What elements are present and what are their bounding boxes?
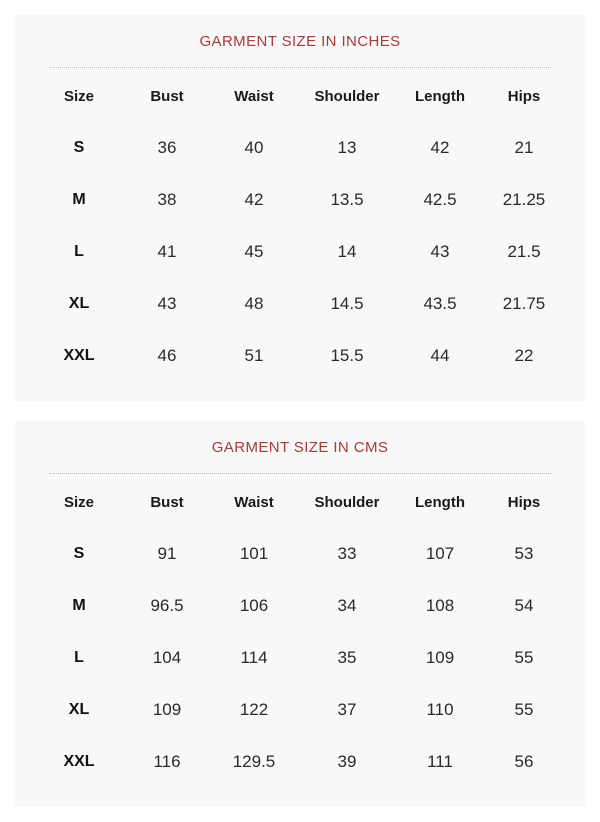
shoulder-cell: 39 [337,752,357,771]
cms-size-card [15,421,585,807]
size-cell: M [72,191,86,208]
hips-cell: 53 [514,544,534,563]
length-cell: 109 [425,648,455,667]
column-header-length: Length [415,493,465,511]
cms-card-title: GARMENT SIZE IN CMS [211,439,389,456]
size-cell: XL [68,701,90,718]
table-row [35,580,565,632]
shoulder-cell: 33 [337,544,357,563]
waist-cell: 129.5 [232,752,276,771]
length-cell: 111 [427,752,453,771]
bust-cell: 104 [152,648,182,667]
column-header-size: Size [63,493,94,511]
bust-cell: 116 [153,752,181,771]
hips-cell: 55 [514,648,534,667]
cms-size-table [35,476,565,788]
table-row [35,528,565,580]
table-row [35,684,565,736]
length-cell: 108 [425,596,455,615]
column-header-waist: Waist [234,87,274,105]
column-header-bust: Bust [150,87,184,105]
inches-size-card [15,15,585,401]
length-cell: 110 [426,700,454,719]
length-cell: 43 [430,242,450,261]
waist-cell: 114 [240,648,268,667]
table-header-row [35,70,565,122]
bust-cell: 38 [157,190,177,209]
size-cell: L [74,243,84,260]
hips-cell: 21.75 [502,294,546,313]
size-cell: XXL [63,347,95,364]
hips-cell: 22 [514,346,534,365]
bust-cell: 96.5 [150,596,184,615]
table-row [35,226,565,278]
table-row [35,278,565,330]
bust-cell: 36 [157,138,177,157]
table-header-row [35,476,565,528]
table-row [35,632,565,684]
table-row [35,330,565,382]
waist-cell: 48 [244,294,264,313]
shoulder-cell: 13 [337,138,357,157]
waist-cell: 40 [244,138,264,157]
bust-cell: 41 [157,242,177,261]
column-header-hips: Hips [507,493,541,511]
shoulder-cell: 37 [337,700,357,719]
column-header-waist: Waist [234,493,274,511]
length-cell: 42 [430,138,450,157]
size-cell: M [72,597,86,614]
hips-cell: 21 [514,138,534,157]
hips-cell: 21.25 [502,190,546,209]
column-header-hips: Hips [507,87,541,105]
bust-cell: 91 [157,544,177,563]
length-cell: 44 [430,346,450,365]
column-header-shoulder: Shoulder [314,493,380,511]
bust-cell: 46 [157,346,177,365]
length-cell: 42.5 [423,190,457,209]
hips-cell: 56 [514,752,534,771]
column-header-length: Length [415,87,465,105]
hips-cell: 54 [514,596,534,615]
column-header-shoulder: Shoulder [314,87,380,105]
inches-title-divider [49,67,551,68]
table-row [35,174,565,226]
size-cell: L [74,649,84,666]
shoulder-cell: 34 [337,596,357,615]
shoulder-cell: 15.5 [330,346,364,365]
size-cell: XXL [63,753,95,770]
waist-cell: 51 [244,346,264,365]
waist-cell: 101 [239,544,269,563]
shoulder-cell: 13.5 [330,190,364,209]
table-row [35,122,565,174]
waist-cell: 106 [239,596,269,615]
inches-card-title: GARMENT SIZE IN INCHES [199,33,401,50]
waist-cell: 45 [244,242,264,261]
shoulder-cell: 14.5 [330,294,364,313]
size-cell: XL [68,295,90,312]
bust-cell: 43 [157,294,177,313]
length-cell: 107 [425,544,455,563]
hips-cell: 55 [514,700,534,719]
column-header-bust: Bust [150,493,184,511]
inches-size-table [35,70,565,382]
waist-cell: 122 [239,700,269,719]
shoulder-cell: 35 [337,648,357,667]
cms-title-divider [49,473,551,474]
length-cell: 43.5 [423,294,457,313]
size-cell: S [73,545,85,562]
waist-cell: 42 [244,190,264,209]
bust-cell: 109 [152,700,182,719]
size-cell: S [73,139,85,156]
shoulder-cell: 14 [337,242,357,261]
hips-cell: 21.5 [507,242,541,261]
table-row [35,736,565,788]
column-header-size: Size [63,87,94,105]
